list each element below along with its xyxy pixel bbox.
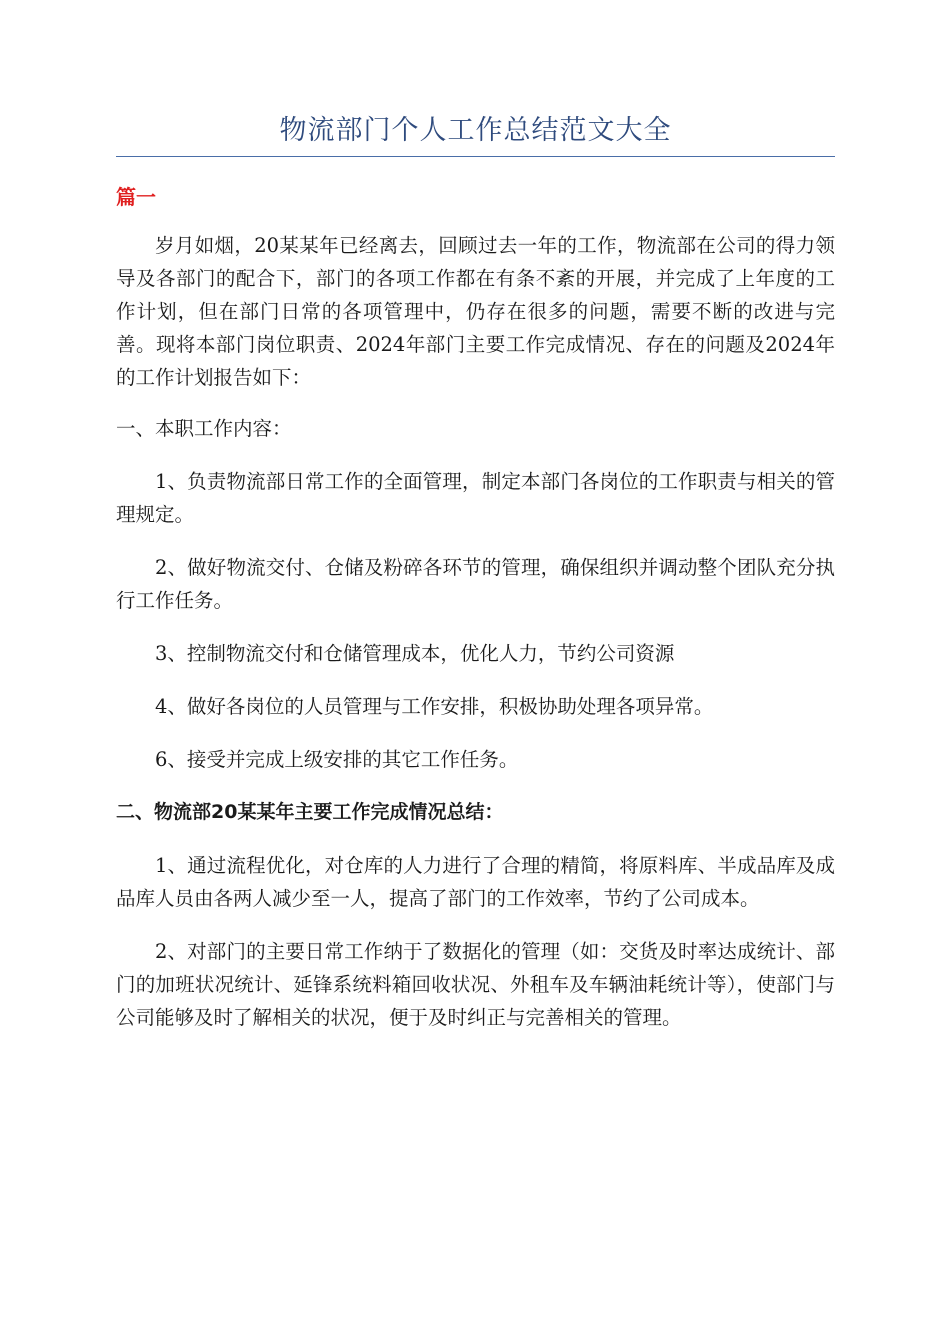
duty-item: 2、做好物流交付、仓储及粉碎各环节的管理，确保组织并调动整个团队充分执行工作任务。 (116, 556, 835, 612)
heading-achievements: 二、物流部20某某年主要工作完成情况总结： (116, 801, 504, 823)
intro-paragraph: 岁月如烟，20某某年已经离去，回顾过去一年的工作，物流部在公司的得力领导及各部门的配合下，部门的各项工作都在有条不紊的开展，并完成了上年度的工作计划，但在部门日常的各项管理中，仍存在很多的问题，需要不断的改进与完善。现将本部门岗位职责、2024年部门主要工作完成情况、存在的问题及2024年的工作计划报告如下： (116, 234, 835, 389)
achievement-item: 1、通过流程优化，对仓库的人力进行了合理的精简，将原料库、半成品库及成品库人员由各两人减少至一人，提高了部门的工作效率，节约了公司成本。 (116, 854, 835, 910)
document-title: 物流部门个人工作总结范文大全 (116, 112, 835, 157)
heading-job-content: 一、本职工作内容： (116, 417, 292, 440)
duty-item: 6、接受并完成上级安排的其它工作任务。 (155, 748, 519, 771)
document-page (116, 112, 835, 1034)
duty-item: 4、做好各岗位的人员管理与工作安排，积极协助处理各项异常。 (155, 695, 714, 718)
duty-item: 1、负责物流部日常工作的全面管理，制定本部门各岗位的工作职责与相关的管理规定。 (116, 470, 835, 526)
achievement-item: 2、对部门的主要日常工作纳于了数据化的管理（如：交货及时率达成统计、部门的加班状况统计、延锋系统料箱回收状况、外租车及车辆油耗统计等），使部门与公司能够及时了解相关的状况，便于及时纠正与完善相关的管理。 (116, 940, 835, 1029)
duty-item: 3、控制物流交付和仓储管理成本，优化人力，节约公司资源 (155, 642, 675, 665)
section-label: 篇一 (116, 185, 156, 209)
